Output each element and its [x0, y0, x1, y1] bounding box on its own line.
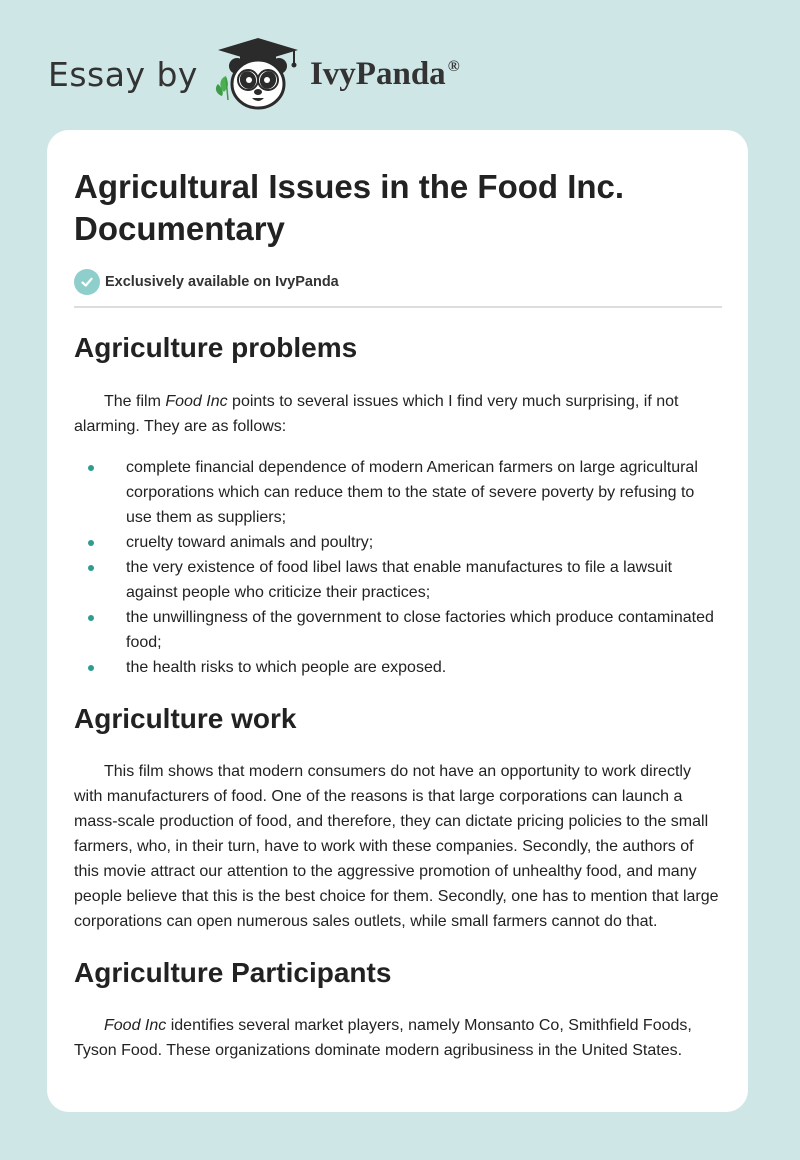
essay-by-label: Essay by: [48, 54, 198, 94]
divider: [74, 306, 722, 308]
section-paragraph: This film shows that modern consumers do not have an opportunity to work directly with manufacturers of food. One of the reasons is that large corporations can launch a mass-scale production of food, and therefore, they can dictate pricing policies to the small farmers, who, in their turn, have to work with these companies. Secondly, the authors of this movie attract our attention to the aggressive promotion of unhealthy food, and many people believe that this is the best choice for them. Secondly, one has to mention that large corporations can open numerous sales outlets, while small farmers cannot do that.: [74, 763, 719, 930]
list-item: complete financial dependence of modern American farmers on large agricultural corporations which can reduce them to the state of severe poverty by refusing to use them as suppliers;: [74, 455, 722, 530]
section-heading: Agriculture work: [74, 703, 297, 734]
list-item: the unwillingness of the government to close factories which produce contaminated food;: [74, 605, 722, 655]
check-circle-icon: [74, 269, 100, 295]
exclusive-badge: [74, 269, 722, 295]
site-header: [48, 34, 460, 114]
section-heading: Agriculture Participants: [74, 957, 392, 988]
exclusive-label: Exclusively available on IvyPanda: [105, 274, 339, 290]
list-item: cruelty toward animals and poultry;: [74, 530, 722, 555]
section-paragraph: Food Inc identifies several market players, namely Monsanto Co, Smithfield Foods, Tyson Food. These organizations dominate modern agribusiness in the United States.: [74, 1017, 692, 1059]
essay-card: [47, 130, 748, 1112]
section-heading: Agriculture problems: [74, 332, 358, 363]
section-paragraph: The film Food Inc points to several issues which I find very much surprising, if not alarming. They are as follows:: [74, 393, 679, 435]
issues-list: [74, 455, 722, 680]
list-item: the health risks to which people are exposed.: [74, 655, 722, 680]
registered-mark: ®: [447, 57, 460, 75]
list-item: the very existence of food libel laws that enable manufactures to file a lawsuit against people who criticize their practices;: [74, 555, 722, 605]
ivypanda-logo-icon: [210, 34, 306, 114]
brand-name: IvyPanda ®: [309, 55, 460, 92]
page-title: Agricultural Issues in the Food Inc. Documentary: [74, 168, 625, 247]
